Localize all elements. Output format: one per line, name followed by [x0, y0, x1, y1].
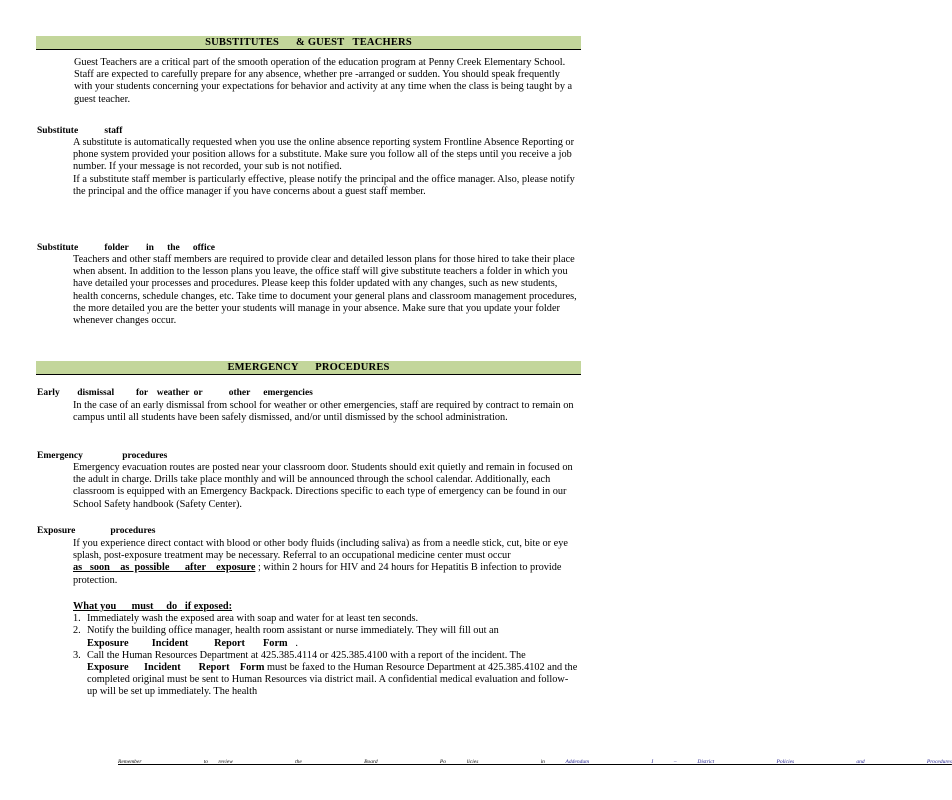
substitute-folder-section	[73, 254, 578, 327]
exposure-incident-report-form: Exposure Incident Report Form	[87, 662, 265, 674]
step-number: 1.	[73, 613, 81, 625]
substitute-staff-heading: Substitute staff	[37, 126, 123, 136]
exposure-procedures-section	[73, 538, 578, 587]
list-item	[73, 613, 578, 625]
step-text: Call the Human Resources Department at 425.385.4114 or 425.385.4100 with a report of the incident. The	[87, 649, 526, 661]
early-dismissal-paragraph: In the case of an early dismissal from school for weather or other emergencies, staff are required by contract to remain on campus until all students have been safely dismissed, and/or until dismissed by the school administration.	[73, 400, 574, 424]
substitute-staff-paragraph-1: A substitute is automatically requested when you use the online absence reporting system Frontline Absence Reporting or phone system provided your position allows for a substitute. Make sure you follow all of the steps until you receive a job number. If your message is not recorded, your sub is not notified.	[73, 137, 575, 173]
exposure-incident-report-form: Exposure Incident Report Form	[87, 637, 288, 649]
substitute-folder-heading: Substitute folder in the office	[37, 243, 216, 253]
early-dismissal-section	[73, 400, 578, 424]
emergency-procedures-paragraph: Emergency evacuation routes are posted near your classroom door. Students should exit quietly and remain in focused on the adult in charge. Drills take place monthly and will be announced through the school calendar. Additionally, each classroom is equipped with an Emergency Backpack. Directions specific to each type of emergency can be found in our School Safety handbook (Safety Center).	[73, 462, 573, 510]
substitute-staff-section	[73, 137, 578, 198]
substitute-folder-paragraph: Teachers and other staff members are required to provide clear and detailed lesson plans for those hired to take their place when absent. In addition to the lesson plans you leave, the office staff will give substitute teachers a folder in which you have detailed your processes and procedures. Please keep this folder updated with any changes, such as new students, health concerns, schedule changes, etc. Take time to document your general plans and classroom management procedures, the more detailed you are the better your students will manage in your absence. Make sure that you update your folder whenever changes occur.	[73, 254, 577, 327]
banner-title: EMERGENCY PROCEDURES	[227, 362, 390, 373]
exposure-steps-list	[73, 613, 578, 698]
early-dismissal-heading: Early dismissal for weather or other emergencies	[37, 388, 313, 398]
intro-paragraph	[74, 57, 574, 106]
section-banner-substitutes	[36, 36, 581, 50]
emergency-procedures-heading: Emergency procedures	[37, 451, 168, 461]
substitute-staff-paragraph-2: If a substitute staff member is particularly effective, please notify the principal and the office manager. Also, please notify the principal and the office manager if you have concerns about a guest staff member.	[73, 173, 575, 197]
step-number: 3.	[73, 649, 81, 661]
footer-text: Remember to review the Board Po licies in	[118, 759, 566, 765]
emphasis-as-soon-as-possible: as soon as possible after exposure	[73, 562, 256, 574]
exposure-procedures-paragraph: If you experience direct contact with blood or other body fluids (including saliva) as from a needle stick, cut, bite or eye splash, post-exposure treatment may be necessary. Referral to an occupational medicine center must occur as soon as possible after exposure ; within 2 hours for HIV and 24 hours for Hepatitis B infection to provide protection.	[73, 538, 568, 586]
step-text: Immediately wash the exposed area with soap and water for at least ten seconds.	[87, 613, 419, 625]
list-item: 3. Call the Human Resources Department at 425.385.4114 or 425.385.4100 with a report of the incident. The Exposure Incident Report Form must be faxed to the Human Resource Department at 425.385.4102 and the completed original must be sent to Human Resources via district mail. A confidential medical evaluation and follow-up will be set up immediately. The health	[73, 649, 578, 698]
addendum-link[interactable]: Addendum I – District Policies and Procedures	[565, 759, 952, 765]
step-text: Notify the building office manager, health room assistant or nurse immediately. They will fill out an	[87, 625, 499, 637]
banner-title: SUBSTITUTES & GUEST TEACHERS	[205, 37, 412, 48]
step-number: 2.	[73, 625, 81, 637]
page-footer	[118, 759, 952, 766]
list-item: 2. Notify the building office manager, health room assistant or nurse immediately. They will fill out an Exposure Incident Report Form .	[73, 625, 499, 649]
what-to-do-section	[73, 601, 578, 699]
what-to-do-heading: What you must do if exposed:	[73, 601, 233, 612]
intro-text: Guest Teachers are a critical part of the smooth operation of the education program at Penny Creek Elementary School. Staff are expected to carefully prepare for any absence, whether pre -arranged or sudden. You should speak frequently with your students concerning your expectations for behavior and activity at any time when the class is being taught by a guest teacher.	[74, 57, 573, 105]
section-banner-emergency	[36, 361, 581, 375]
exposure-procedures-heading: Exposure procedures	[37, 526, 156, 536]
emergency-procedures-section	[73, 462, 578, 511]
